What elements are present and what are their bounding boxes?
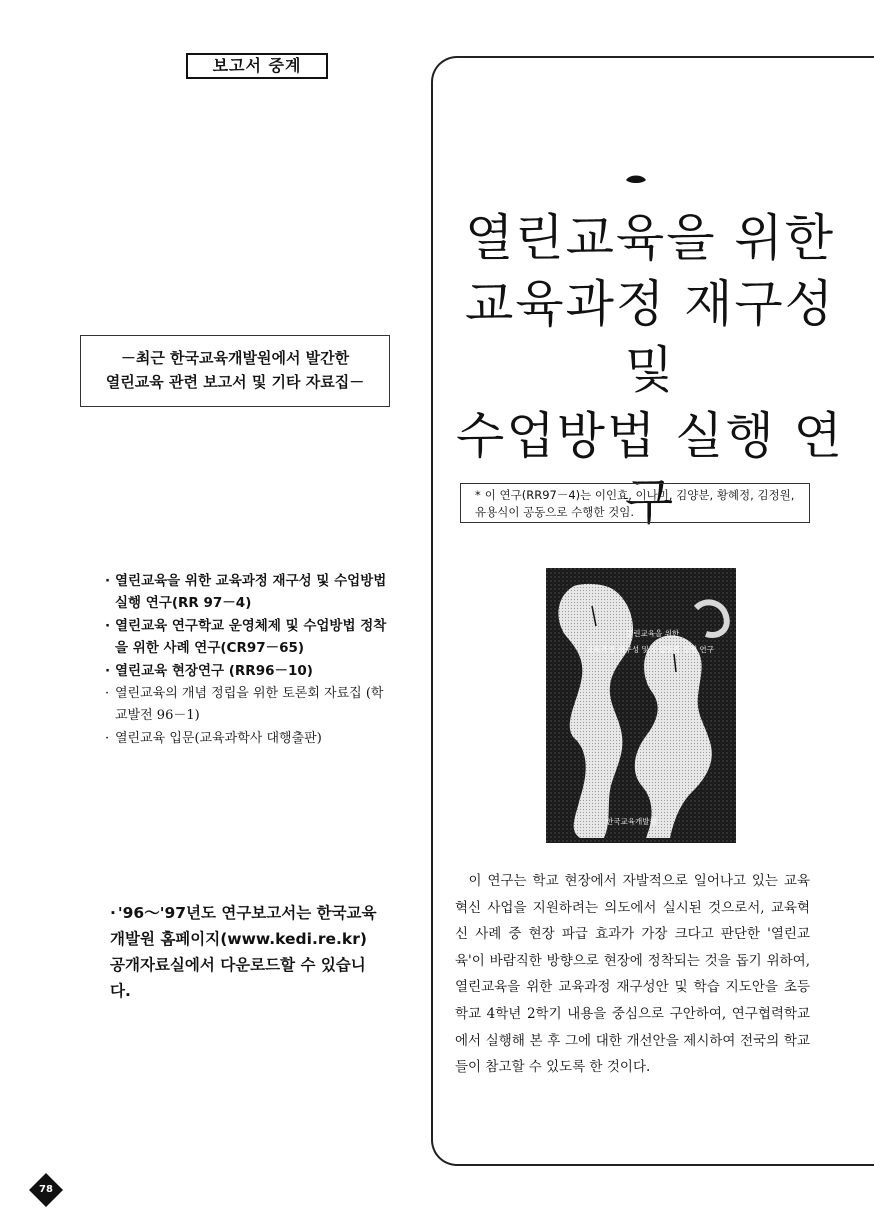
notice-text: '96～'97년도 연구보고서는 한국교육개발원 홈페이지(www.kedi.re.kr) 공개자료실에서 다운로드할 수 있습니다. xyxy=(110,904,377,1000)
bullet-icon: · xyxy=(105,663,111,679)
cover-title-line-2: 교육과정 재구성 및 수업방법 실행 연구 xyxy=(586,645,714,654)
publication-title: 열린교육 현장연구 (RR96－10) xyxy=(115,663,313,679)
subtitle-line-2: 열린교육 관련 보고서 및 기타 자료집－ xyxy=(105,373,365,391)
bullet-icon: · xyxy=(105,573,111,589)
download-notice xyxy=(110,900,380,1004)
publication-list xyxy=(105,570,390,751)
asterisk-icon: * xyxy=(475,488,481,502)
credit-box xyxy=(460,483,810,523)
title-line-1: 열린교육을 위한 xyxy=(465,209,835,267)
bullet-icon: · xyxy=(105,731,110,746)
publication-title: 열린교육 입문(교육과학사 대행출판) xyxy=(115,731,322,746)
bullet-icon: · xyxy=(110,904,116,922)
publication-title: 열린교육을 위한 교육과정 재구성 및 수업방법 실행 연구(RR 97－4) xyxy=(115,573,387,611)
article-body: 이 연구는 학교 현장에서 자발적으로 일어나고 있는 교육혁신 사업을 지원하려는 의도에서 실시된 것으로서, 교육혁신 사례 중 현장 파급 효과가 가장 크다고 판단한 '열린교육'이 바람직한 방향으로 현장에 정착되는 것을 돕기 위하여, 열린교육을 위한 교육과정 재구성안 및 학습 지도안을 초등학교 4학년 2학기 내용을 중심으로 구안하여, 연구협력학교에서 실행해 본 후 그에 대한 개선안을 제시하여 전국의 학교들이 참고할 수 있도록 한 것이다. xyxy=(455,873,810,1076)
subtitle-box xyxy=(80,335,390,407)
publication-item xyxy=(105,683,390,727)
bullet-icon: · xyxy=(105,618,111,634)
publication-title: 열린교육 연구학교 운영체제 및 수업방법 정착을 위한 사례 연구(CR97－65) xyxy=(115,618,387,656)
book-cover-image xyxy=(546,568,736,843)
page-number: 78 xyxy=(39,1184,53,1195)
subtitle-line-1: －최근 한국교육개발원에서 발간한 xyxy=(120,349,350,367)
publication-item xyxy=(105,615,390,659)
cover-title-line-1: 열린교육을 위한 xyxy=(626,629,680,638)
title-line-2: 교육과정 재구성 및 xyxy=(465,275,835,399)
bullet-icon: · xyxy=(105,686,110,701)
title-line-3: 수업방법 실행 연구 xyxy=(456,407,844,531)
credit-text: 이 연구(RR97－4)는 이인효, 이나미, 김양분, 황혜정, 김정원, 유용식이 공동으로 수행한 것임. xyxy=(475,488,795,519)
cover-publisher: 한국교육개발원 xyxy=(606,817,657,826)
publication-title: 열린교육의 개념 정립을 위한 토론회 자료집 (학교발전 96－1) xyxy=(115,686,384,723)
publication-item xyxy=(105,570,390,614)
publication-item xyxy=(105,728,390,750)
section-label: 보고서 중계 xyxy=(186,53,328,79)
publication-item xyxy=(105,660,390,682)
ornament-icon xyxy=(625,173,647,185)
